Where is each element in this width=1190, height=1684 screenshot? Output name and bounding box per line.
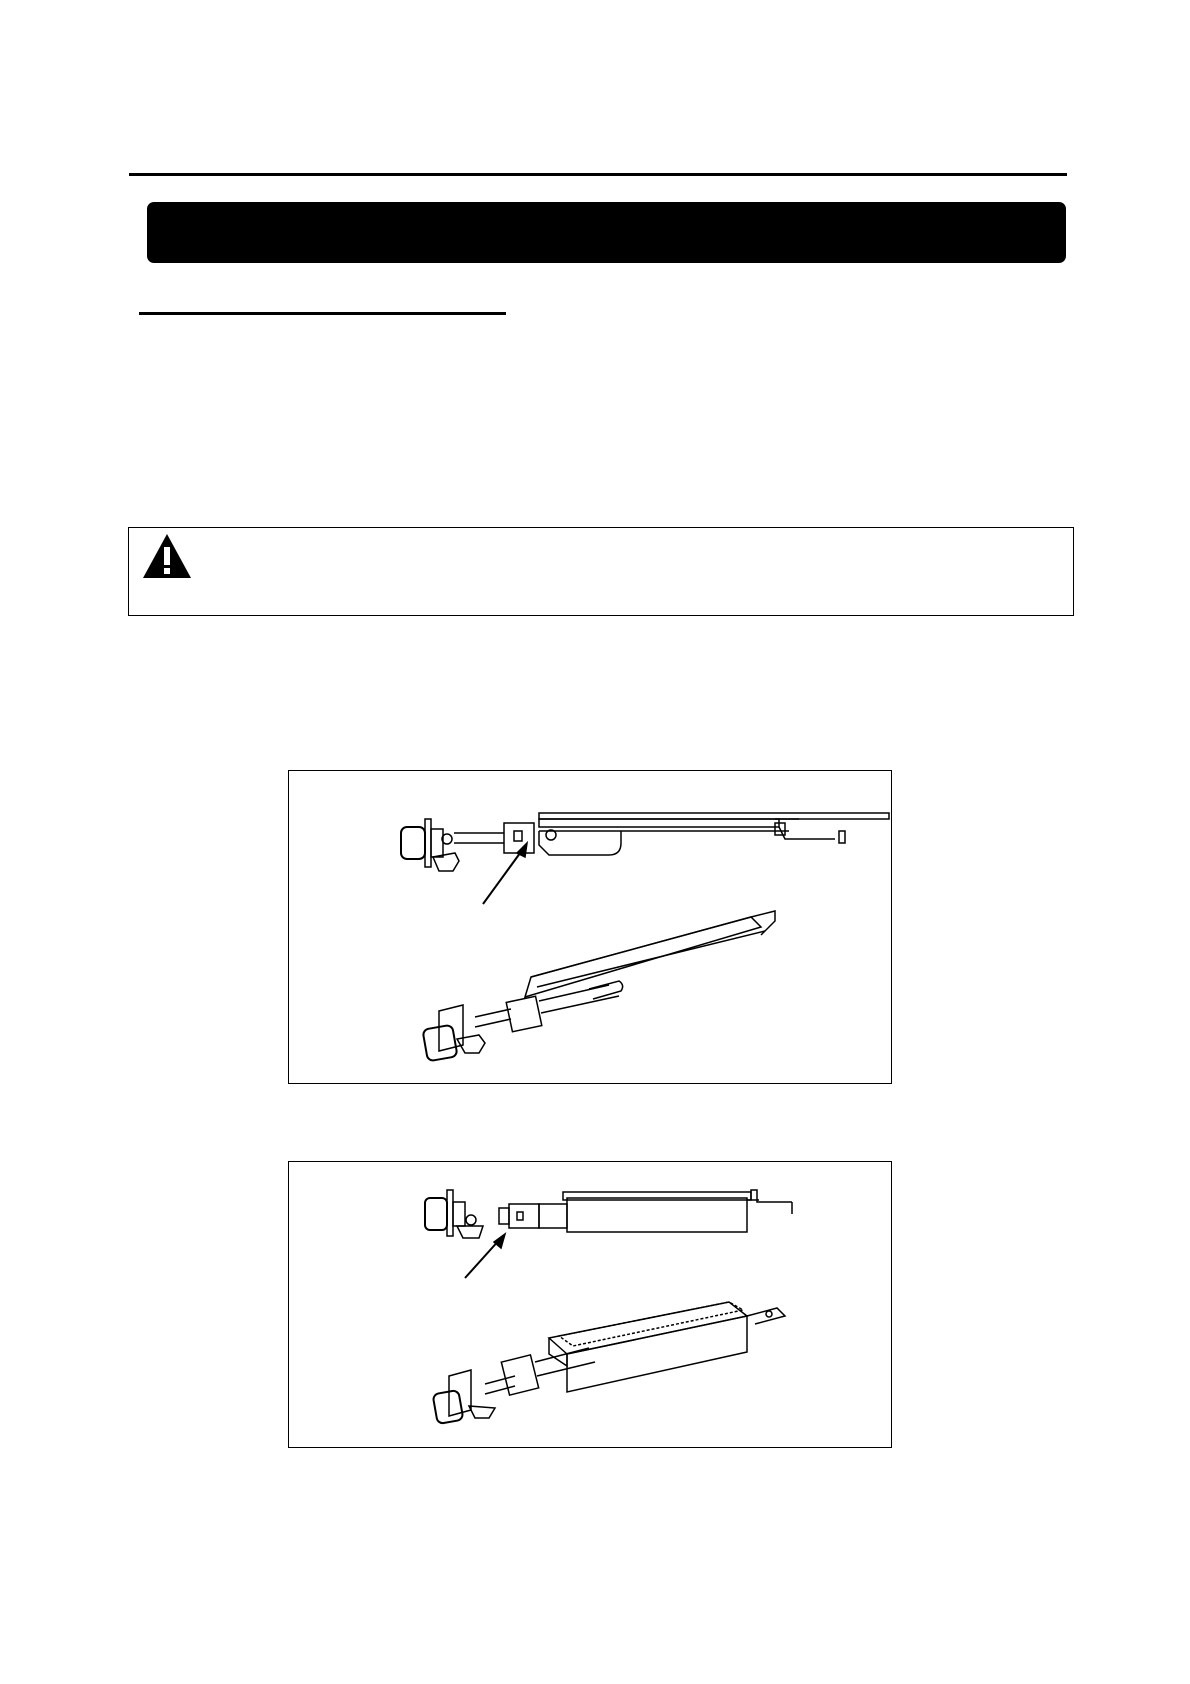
figure-infrared-burner xyxy=(288,1161,892,1448)
infrared-burner-side-view xyxy=(425,1190,792,1238)
tube-burner-perspective-view xyxy=(422,911,775,1061)
tube-burner-illustration xyxy=(289,771,893,1085)
infrared-burner-illustration xyxy=(289,1162,893,1449)
top-rule xyxy=(129,173,1067,176)
warning-box xyxy=(128,527,1074,616)
infrared-burner-perspective-view xyxy=(433,1302,785,1424)
title-bar xyxy=(147,202,1066,263)
figure-tube-burner xyxy=(288,770,892,1084)
warning-triangle-icon xyxy=(141,532,193,580)
arrow-indicator-1 xyxy=(483,843,527,904)
arrow-indicator-2 xyxy=(465,1234,505,1278)
section-heading-underline xyxy=(139,312,506,315)
tube-burner-side-view xyxy=(401,813,889,871)
